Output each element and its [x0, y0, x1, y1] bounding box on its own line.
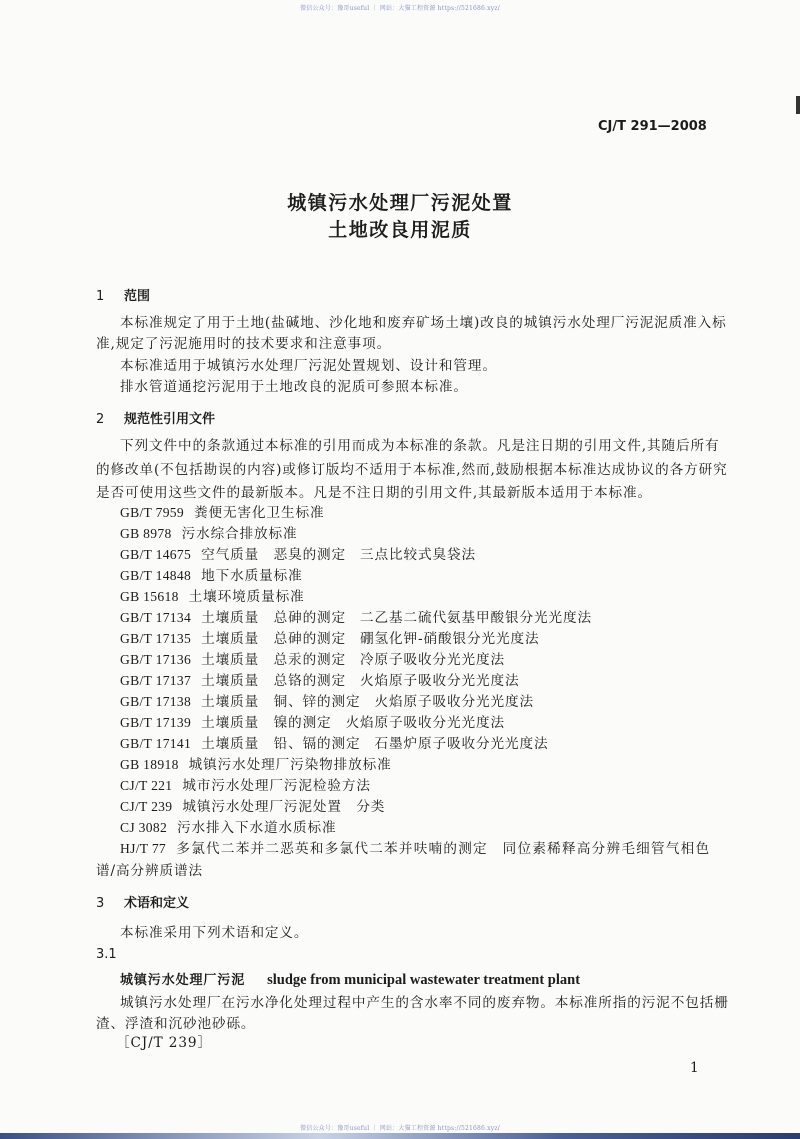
reference-title: 土壤质量 镍的测定 — [201, 715, 332, 731]
reference-code: GB 18918 — [120, 757, 179, 772]
reference-title: 多氯代二苯并二恶英和多氯代二苯并呋喃的测定 同位素稀释高分辨毛细管气相色 — [176, 841, 710, 857]
reference-item — [120, 672, 519, 690]
paragraph-line: 下列文件中的条款通过本标准的引用而成为本标准的条款。凡是注日期的引用文件,其随后所有 — [120, 438, 720, 454]
reference-method: 火焰原子吸收分光光度法 — [374, 694, 534, 710]
definition-line: 城镇污水处理厂在污水净化处理过程中产生的含水率不同的废弃物。本标准所指的污泥不包括栅 — [120, 995, 729, 1011]
standard-code: CJ/T 291—2008 — [598, 119, 707, 134]
paragraph-line: 准,规定了污泥施用时的技术要求和注意事项。 — [96, 336, 392, 352]
reference-code: GB/T 17137 — [120, 673, 192, 688]
reference-code: GB/T 17134 — [120, 610, 192, 625]
reference-title: 土壤质量 总汞的测定 — [201, 652, 347, 668]
reference-item — [120, 525, 298, 543]
reference-item — [120, 756, 392, 774]
paragraph-line: 本标准规定了用于土地(盐碱地、沙化地和废弃矿场土壤)改良的城镇污水处理厂污泥泥质准入标 — [120, 315, 727, 331]
definition-source: ［CJ/T 239］ — [116, 1035, 212, 1051]
reference-item — [120, 651, 505, 669]
reference-code: CJ/T 239 — [120, 799, 173, 814]
paragraph-line: 本标准适用于城镇污水处理厂污泥处置规划、设计和管理。 — [120, 358, 497, 374]
reference-code: CJ/T 221 — [120, 778, 173, 793]
reference-title: 粪便无害化卫生标准 — [194, 505, 325, 521]
reference-method: 二乙基二硫代氨基甲酸银分光光度法 — [360, 610, 592, 626]
reference-item — [120, 546, 476, 564]
watermark-bottom: 微信公众号：豫哥useful ｜ 网站：大猫工程资源 https://521686.xyz/ — [300, 1125, 500, 1132]
reference-method: 冷原子吸收分光光度法 — [360, 652, 505, 668]
reference-item-continued: 谱/高分辨质谱法 — [96, 863, 203, 879]
scan-edge-mark — [796, 96, 800, 114]
reference-code: GB/T 17138 — [120, 694, 192, 709]
term-english: sludge from municipal wastewater treatment plant — [267, 972, 581, 988]
clause-number: 3.1 — [96, 947, 117, 962]
reference-item — [120, 840, 710, 858]
reference-method: 火焰原子吸收分光光度法 — [345, 715, 505, 731]
reference-code: GB/T 17136 — [120, 652, 192, 667]
term-chinese: 城镇污水处理厂污泥 — [120, 973, 246, 988]
reference-item — [120, 777, 371, 795]
paragraph-line: 排水管道通挖污泥用于土地改良的泥质可参照本标准。 — [120, 379, 468, 395]
scan-bottom-edge — [0, 1133, 800, 1139]
reference-item — [120, 609, 592, 627]
reference-item — [120, 567, 303, 585]
reference-code: GB/T 17141 — [120, 736, 192, 751]
reference-code: HJ/T 77 — [120, 841, 167, 856]
page-number: 1 — [690, 1060, 700, 1076]
reference-method: 火焰原子吸收分光光度法 — [360, 673, 520, 689]
reference-title: 污水排入下水道水质标准 — [177, 820, 337, 836]
reference-code: CJ 3082 — [120, 820, 168, 835]
reference-item — [120, 630, 539, 648]
reference-title: 土壤质量 总铬的测定 — [201, 673, 347, 689]
reference-code: GB 15618 — [120, 589, 179, 604]
reference-title: 城市污水处理厂污泥检验方法 — [182, 778, 371, 794]
reference-title: 土壤质量 总砷的测定 — [201, 610, 347, 626]
reference-title: 污水综合排放标准 — [181, 526, 298, 542]
term-line — [120, 971, 580, 990]
paragraph-line: 本标准采用下列术语和定义。 — [120, 925, 309, 941]
reference-item — [120, 588, 305, 606]
reference-title: 空气质量 恶臭的测定 — [201, 547, 347, 563]
reference-item — [120, 798, 385, 816]
definition-line: 渣、浮渣和沉砂池砂砾。 — [96, 1016, 256, 1032]
section-number: 1 — [96, 289, 105, 304]
reference-code: GB/T 17135 — [120, 631, 192, 646]
reference-code: GB/T 7959 — [120, 505, 185, 520]
paragraph-line: 是否可使用这些文件的最新版本。凡是不注日期的引用文件,其最新版本适用于本标准。 — [96, 485, 652, 501]
section-number: 2 — [96, 412, 105, 427]
watermark-top: 微信公众号：豫哥useful ｜ 网站：大猫工程资源 https://521686.xyz/ — [300, 5, 500, 12]
title-line-2: 土地改良用泥质 — [328, 219, 472, 241]
reference-title: 土壤质量 铜、锌的测定 — [201, 694, 361, 710]
reference-title: 地下水质量标准 — [201, 568, 303, 584]
reference-title: 城镇污水处理厂污泥处置 分类 — [182, 799, 386, 815]
reference-item — [120, 714, 505, 732]
reference-method: 石墨炉原子吸收分光光度法 — [374, 736, 549, 752]
section-3-heading — [96, 892, 189, 911]
section-title: 术语和定义 — [124, 896, 190, 911]
reference-code: GB/T 17139 — [120, 715, 192, 730]
paragraph-line: 的修改单(不包括勘误的内容)或修订版均不适用于本标准,然而,鼓励根据本标准达成协议的各方研究 — [96, 462, 728, 478]
section-title: 范围 — [124, 289, 151, 304]
reference-title: 土壤质量 总砷的测定 — [201, 631, 347, 647]
reference-code: GB 8978 — [120, 526, 172, 541]
reference-code: GB/T 14848 — [120, 568, 192, 583]
reference-title: 城镇污水处理厂污染物排放标准 — [188, 757, 392, 773]
reference-title: 土壤质量 铅、镉的测定 — [201, 736, 361, 752]
section-number: 3 — [96, 896, 105, 911]
reference-item — [120, 735, 548, 753]
reference-code: GB/T 14675 — [120, 547, 192, 562]
reference-method: 硼氢化钾-硝酸银分光光度法 — [360, 631, 540, 647]
reference-title: 土壤环境质量标准 — [188, 589, 305, 605]
section-title: 规范性引用文件 — [124, 412, 216, 427]
section-1-heading — [96, 285, 150, 304]
reference-item — [120, 819, 336, 837]
title-line-1: 城镇污水处理厂污泥处置 — [287, 192, 513, 214]
reference-item — [120, 504, 324, 522]
reference-item — [120, 693, 534, 711]
section-2-heading — [96, 408, 215, 427]
reference-method: 三点比较式臭袋法 — [360, 547, 476, 563]
